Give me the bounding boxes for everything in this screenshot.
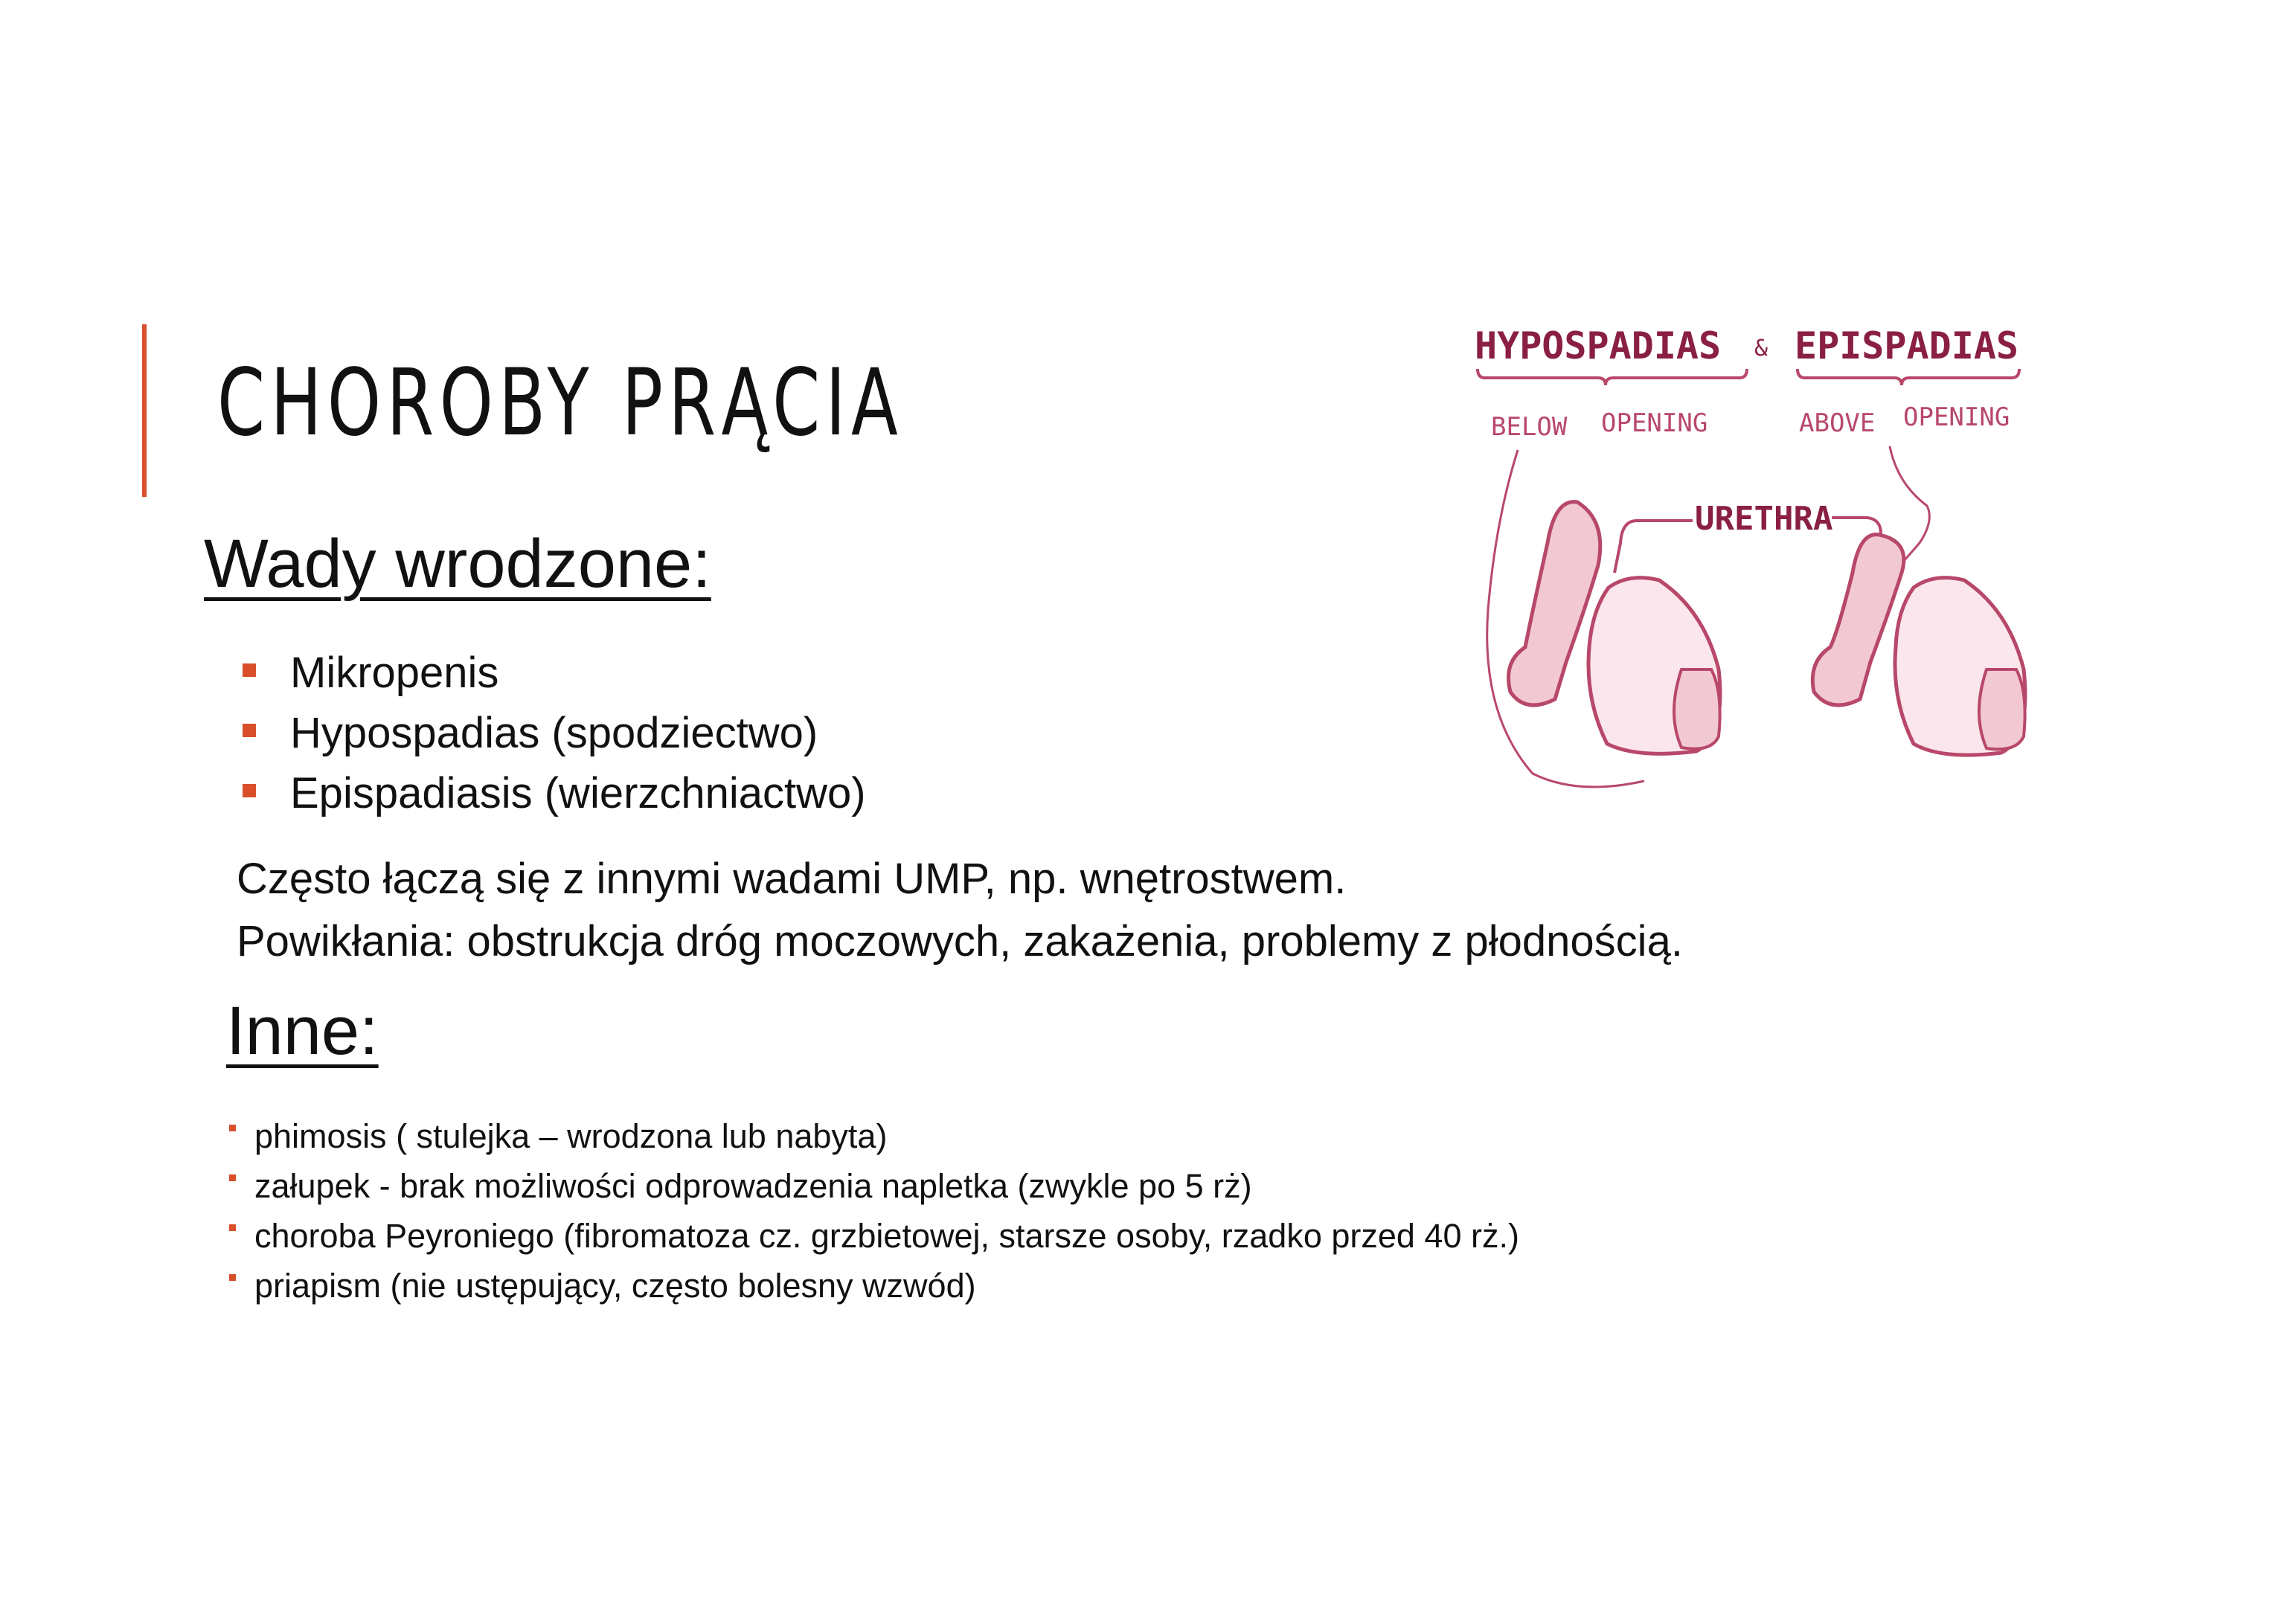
below-label: BELOW (1491, 412, 1568, 442)
opening-right-label: OPENING (1903, 402, 2010, 432)
title-accent-bar (142, 324, 147, 497)
epispadias-label: EPISPADIAS (1795, 324, 2019, 367)
square-bullet-icon (229, 1174, 236, 1181)
list-item-text: Hypospadias (spodziectwo) (290, 709, 818, 757)
right-testis-shape (1979, 669, 2025, 749)
list-item-text: Epispadiasis (wierzchniactwo) (290, 769, 866, 817)
hypospadias-label: HYPOSPADIAS (1475, 324, 1722, 367)
congenital-list (237, 643, 866, 823)
list-item (237, 703, 866, 763)
list-item (228, 1111, 1519, 1161)
opening-left-label: OPENING (1601, 408, 1708, 438)
other-list (228, 1111, 1519, 1311)
list-item-text: załupek - brak możliwości odprowadzenia napletka (zwykle po 5 rż) (254, 1167, 1252, 1205)
list-item (237, 643, 866, 703)
left-testis-shape (1674, 669, 1720, 749)
ampersand-label: & (1754, 335, 1769, 361)
square-bullet-icon (243, 784, 256, 797)
square-bullet-icon (229, 1224, 236, 1231)
square-bullet-icon (243, 663, 256, 677)
list-item-text: phimosis ( stulejka – wrodzona lub nabyta) (254, 1117, 888, 1155)
other-heading: Inne: (226, 993, 379, 1069)
list-item-text: Mikropenis (290, 649, 499, 697)
square-bullet-icon (229, 1125, 236, 1131)
list-item-text: priapism (nie ustępujący, często bolesny wzwód) (254, 1267, 976, 1305)
note-line: Często łączą się z innymi wadami UMP, np. wnętrostwem. (237, 855, 1347, 903)
square-bullet-icon (229, 1274, 236, 1281)
square-bullet-icon (243, 724, 256, 737)
slide-title: CHOROBY PRĄCIA (217, 350, 904, 457)
urethra-label: URETHRA (1695, 500, 1833, 538)
congenital-heading: Wady wrodzone: (204, 526, 711, 602)
note-line: Powikłania: obstrukcja dróg moczowych, zakażenia, problemy z płodnością. (237, 917, 1683, 965)
right-shaft-shape (1812, 535, 1904, 705)
list-item-text: choroba Peyroniego (fibromatoza cz. grzbietowej, starsze osoby, rzadko przed 40 rż.) (254, 1217, 1519, 1255)
left-shaft-shape (1509, 502, 1600, 705)
hypospadias-epispadias-diagram (1414, 298, 2039, 803)
hypospadias-brace (1478, 369, 1747, 385)
urethra-pointer-left (1614, 521, 1693, 573)
notes-paragraph (237, 848, 1683, 973)
epispadias-brace (1798, 369, 2019, 385)
list-item (237, 763, 866, 823)
list-item (228, 1211, 1519, 1261)
list-item (228, 1261, 1519, 1311)
above-label: ABOVE (1799, 408, 1876, 438)
list-item (228, 1161, 1519, 1211)
